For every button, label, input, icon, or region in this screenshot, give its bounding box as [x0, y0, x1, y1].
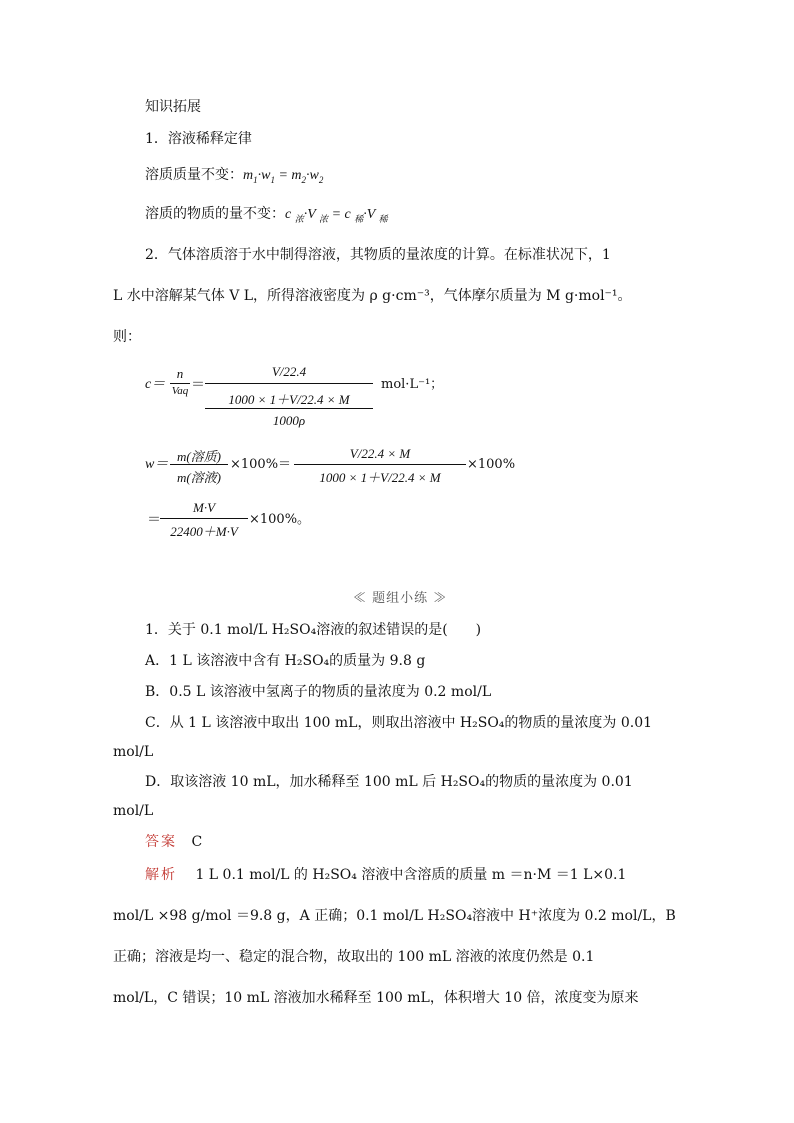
w-formula-pct-3: ×100%。 [249, 512, 311, 527]
analysis-label: 解析 [145, 867, 177, 883]
analysis-line-3: 正确；溶液是均一、稳定的混合物，故取出的 100 mL 溶液的浓度仍然是 0.1 [113, 949, 595, 965]
mass-constant-label: 溶质质量不变： [145, 167, 243, 183]
c-formula-eq: ＝ [191, 377, 205, 393]
option-c-line-2: mol/L [113, 744, 154, 760]
answer-value: C [191, 834, 203, 850]
mass-constant-formula: $m_1\cdot w_1 = m_2\cdot w_2$ [243, 168, 324, 185]
w-formula-lhs: w＝ [145, 457, 169, 472]
w-gas-numerator: V/22.4 × M [349, 446, 411, 461]
mass-constant-line [145, 166, 323, 189]
w-final-numerator: M·V [192, 500, 216, 515]
analysis-text-1: 1 L 0.1 mol/L 的 H₂SO₄ 溶液中含溶质的质量 m ＝n·M ＝1 L×0.1 [195, 867, 627, 883]
then-label: 则： [113, 329, 141, 345]
dilution-law-title: 1．溶液稀释定律 [145, 131, 252, 147]
c-fraction-numerator: n [176, 366, 184, 381]
w-final-denominator: 22400＋M·V [170, 524, 238, 539]
w-ratio-denominator: m(溶液) [176, 470, 222, 485]
w-ratio-numerator: m(溶质) [176, 449, 222, 464]
amount-constant-label: 溶质的物质的量不变： [145, 206, 285, 222]
w-formula-pct-2: ×100% [467, 457, 516, 472]
amount-constant-formula: c $_浓$·V $_浓$ = c $_稀$·V $_稀$ [285, 207, 388, 224]
option-c-line-1: C．从 1 L 该溶液中取出 100 mL，则取出溶液中 H₂SO₄的物质的量浓度为 0.01 [145, 715, 653, 731]
gas-intro-line-1: 2．气体溶质溶于水中制得溶液，其物质的量浓度的计算。在标准状况下，1 [145, 247, 611, 263]
option-a: A．1 L 该溶液中含有 H₂SO₄的质量为 9.8 g [145, 653, 426, 669]
analysis-line-4: mol/L，C 错误；10 mL 溶液加水稀释至 100 mL，体积增大 10 倍，浓度变为原来 [113, 990, 639, 1006]
option-b: B．0.5 L 该溶液中氢离子的物质的量浓度为 0.2 mol/L [145, 684, 492, 700]
c-fraction-denominator: Vaq [171, 385, 189, 397]
c-formula-lhs: c＝ [145, 377, 166, 392]
w-formula-eq-2: ＝ [147, 512, 161, 528]
c-main-denominator-top: 1000 × 1＋V/22.4 × M [228, 392, 350, 407]
c-formula-unit: mol·L⁻¹； [381, 377, 444, 392]
c-main-numerator: V/22.4 [271, 364, 307, 379]
w-formula-pct-1: ×100%＝ [230, 457, 292, 472]
analysis-line-1 [145, 866, 626, 884]
option-d-line-2: mol/L [113, 803, 154, 819]
c-main-denominator-bottom: 1000ρ [272, 413, 306, 428]
analysis-line-2: mol/L ×98 g/mol ＝9.8 g，A 正确；0.1 mol/L H₂SO₄溶液中 H⁺浓度为 0.2 mol/L，B [113, 908, 676, 924]
practice-banner: ≪ 题组小练 ≫ [353, 591, 448, 606]
answer-label: 答案 [145, 834, 177, 850]
section-heading: 知识拓展 [145, 99, 201, 115]
option-d-line-1: D．取该溶液 10 mL，加水稀释至 100 mL 后 H₂SO₄的物质的量浓度为 0.01 [145, 774, 633, 790]
w-gas-denominator: 1000 × 1＋V/22.4 × M [319, 470, 441, 485]
answer-line [145, 833, 202, 851]
amount-constant-line [145, 205, 388, 228]
question-stem: 1．关于 0.1 mol/L H₂SO₄溶液的叙述错误的是( ) [145, 622, 482, 638]
gas-intro-line-2: L 水中溶解某气体 V L，所得溶液密度为 ρ g·cm⁻³，气体摩尔质量为 M g·mol⁻¹。 [113, 288, 632, 304]
